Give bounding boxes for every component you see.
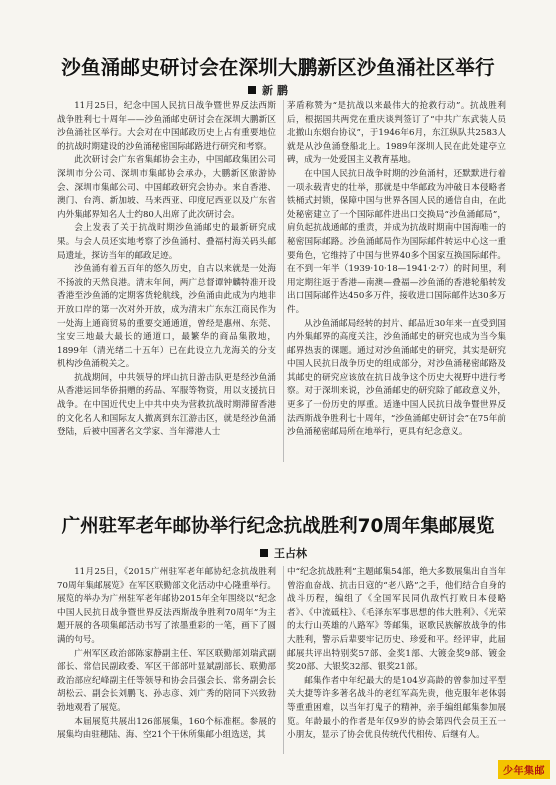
article1-paragraph: 会上发表了关于抗战时期沙鱼涌邮史的最新研究成果。与会人员还实地考察了沙鱼涌村、叠福村海关码头邮局遗址，探访当年的邮政足迹。 bbox=[57, 223, 276, 261]
article1-paragraph: 茅盾称赞为“是抗战以来最伟大的抢救行动”。抗战胜利后，根据国共两党在重庆谈判签订了“中共广东武装人员北撤山东烟台协议”，于1946年6月，东江纵队共2583人就是从沙鱼涌登船北上。1989年深圳人民在此处建亭立碑，成为一处爱国主义教育基地。 bbox=[287, 101, 506, 166]
article1-title: 沙鱼涌邮史研讨会在深圳大鹏新区沙鱼涌社区举行 bbox=[61, 56, 495, 79]
column-divider bbox=[283, 100, 284, 462]
article1-column-left bbox=[57, 100, 276, 462]
article2-paragraph: 11月25日，《2015广州驻军老年邮协纪念抗战胜利70周年集邮展览》在军区联勤部文化活动中心隆重举行。展览的举办为广州驻军老年邮协2015年全年围绕以“纪念中国人民抗日战争暨世界反法西斯战争胜利70周年”为主题开展的各项集邮活动书写了浓墨重彩的一笔，画下了圆满的句号。 bbox=[57, 567, 276, 645]
article2-paragraph: 本届展览共展出126部展集，160个标准框。参展的展集均由驻穗陆、海、空21个干休所集邮小组选送，其 bbox=[57, 716, 276, 741]
article1-paragraph: 此次研讨会广东省集邮协会主办，中国邮政集团公司深圳市分公司、深圳市集邮协会承办，大鹏新区旅游协会、深圳市集邮公司、中国邮政研究会协办。来自香港、澳门、台湾、新加坡、马来西亚、印度尼西亚以及广东省内外集邮界知名人士约80人出席了此次研讨会。 bbox=[57, 155, 276, 220]
article2-title: 广州驻军老年邮协举行纪念抗战胜利70周年集邮展览 bbox=[61, 516, 495, 537]
article2-paragraph: 广州军区政治部陈家静副主任、军区联勤部刘瑞武副部长、常信民副政委、军区干部部叶显斌副部长、联勤部政治部应纪峰副主任等领导和协会吕强会长、常务副会长胡松云、副会长刘鹏飞、孙志彦、刘广秀的陪同下兴致勃勃地观看了展览。 bbox=[57, 648, 276, 713]
article1-paragraph: 在中国人民抗日战争时期的沙鱼涌村，还默默进行着一项永载青史的壮举，那就是中华邮政为冲破日本侵略者铁桶式封锁，保障中国与世界各国人民的通信自由，在此处秘密建立了一个国际邮件进出口交换局“沙鱼涌邮局”，肩负起抗战通邮的重责，并成为抗战时期南中国海唯一的秘密国际邮路。沙鱼涌邮局作为国际邮件转运中心这一重要角色，它维持了中国与世界40多个国家互换国际邮件。在不到一年半（1939·10·18—1941·2·7）的时间里，利用定期往返于香港—南澳—叠福—沙鱼涌的香港轮船转发出口国际邮件达450多万件，接收进口国际邮件达30多万件。 bbox=[287, 168, 506, 315]
article2-column-left bbox=[57, 566, 276, 754]
article1-column-right bbox=[287, 100, 506, 462]
article2-column-right bbox=[287, 566, 506, 754]
article1-byline bbox=[248, 82, 288, 98]
article2-paragraph: 邮集作者中年纪最大的是104岁高龄的曾参加过平型关大捷等许多著名战斗的老红军高先贵，他克服年老体弱等重重困难，以当年打鬼子的精神，亲手编组邮集参加展览。年龄最小的作者是年仅9岁的协会第四代会员王五一小朋友，显示了协会优良传统代代相传、后继有人。 bbox=[287, 675, 506, 741]
article1-paragraph: 从沙鱼涌邮局经转的封片、邮品近30年来一直受到国内外集邮界的高度关注，沙鱼涌邮史的研究也成为当今集邮界热衷的课题。通过对沙鱼涌邮史的研究，其实是研究中国人民抗日战争历史的组成部分，对沙鱼涌秘密邮路及其邮史的研究应该放在抗日战争这个历史大视野中进行考察。对于深圳来说，沙鱼涌邮史的研究除了邮政意义外，更多了一份历史的厚重。适逢中国人民抗日战争暨世界反法西斯战争胜利七十周年，“沙鱼涌邮史研讨会”在75年前沙鱼涌秘密邮局所在地举行，更具有纪念意义。 bbox=[287, 318, 506, 438]
magazine-badge: 少年集邮 bbox=[498, 760, 550, 779]
article1-paragraph: 沙鱼涌有着五百年的悠久历史，自古以来就是一处海不扬波的天然良港。清末年间，两广总督谭钟麟特准开设香港至沙鱼涌的定期客货轮航线，沙鱼涌由此成为内地非开放口岸的第一次对外开放，成为清末广东东江商民作为一处海上通商贸易的重要交通通道，曾经是惠州、东莞、宝安三地最大最长的通道口，最繁华的商品集散地，1899年（清光绪二十五年）已在此设立九龙海关的分支机构沙鱼涌税关之。 bbox=[57, 264, 276, 370]
article2-author: 王占林 bbox=[274, 547, 307, 560]
article1-author: 新 鹏 bbox=[262, 84, 288, 97]
column-divider bbox=[283, 566, 284, 754]
byline-square-icon bbox=[260, 549, 268, 557]
article2-paragraph: 中“纪念抗战胜利”主题邮集54部，绝大多数展集出自当年曾浴血奋战、抗击日寇的“老八路”之手，他们结合自身的战斗历程，编组了《全国军民同仇敌忾打败日本侵略者》、《中流砥柱》、《毛泽东军事思想的伟大胜利》、《光荣的太行山英雄的八路军》等邮集，讴歌民族解放战争的伟大胜利，警示后辈要牢记历史、珍爱和平。经评审，此届邮展共评出特别奖57部、金奖1部、大镀金奖9部、镀金奖20部、大银奖32部、银奖21部。 bbox=[287, 567, 506, 673]
article1-paragraph: 11月25日，纪念中国人民抗日战争暨世界反法西斯战争胜利七十周年——沙鱼涌邮史研讨会在深圳大鹏新区沙鱼涌社区举行。大会对在中国邮政历史上占有重要地位的抗战时期建设的沙鱼涌秘密国际邮路进行研究和考察。 bbox=[57, 101, 276, 152]
article2-byline bbox=[260, 545, 307, 561]
byline-square-icon bbox=[248, 86, 256, 94]
article1-paragraph: 抗战期间，中共领导的坪山抗日游击队更是经沙鱼涌从香港运回华侨捐赠的药品、军服等物资，用以支援抗日战争。在中国近代史上中共中央为营救抗战时期滞留香港的文化名人和国际友人撤离到东江游击区，就是经沙鱼涌登陆，后被中国著名文学家、当年滞港人士 bbox=[57, 372, 276, 438]
